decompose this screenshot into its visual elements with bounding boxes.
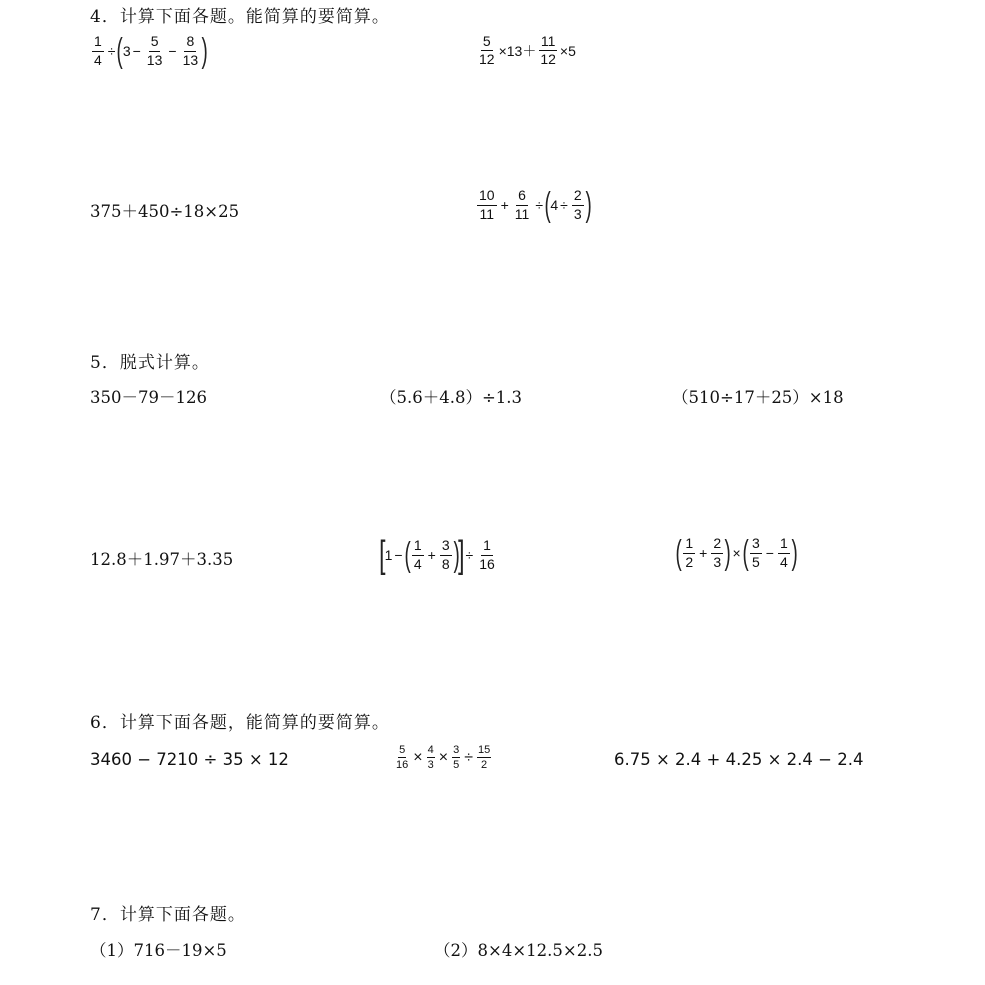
section-4-expr-c: 375＋450÷18×25 xyxy=(90,202,240,221)
section-4-expr-a: $\frac{1}{4}$ ÷ ( 3 − $\frac{5}{13}$ − $\frac{8}{13}$ ) xyxy=(94,32,208,70)
section-5-expr-b: （5.6＋4.8）÷1.3 xyxy=(380,388,523,407)
fraction: $\frac{1}{4}$ xyxy=(413,537,422,572)
right-paren: ) xyxy=(201,32,208,70)
fraction: $\frac{3}{8}$ xyxy=(441,537,450,572)
fraction: $\frac{5}{13}$ xyxy=(146,33,163,68)
section-7-expr-b: （2）8×4×12.5×2.5 xyxy=(434,941,603,960)
fraction: $\frac{3}{5}$ xyxy=(751,535,760,570)
section-6-expr-b: $\frac{5}{16}$ × $\frac{4}{3}$ × $\frac{3}{5}$ ÷ $\frac{15}{2}$ xyxy=(396,744,491,772)
section-6-expr-a: 3460 − 7210 ÷ 35 × 12 xyxy=(90,750,289,769)
section-7-heading: 7．计算下面各题。 xyxy=(90,905,246,925)
section-5-expr-c: （510÷17＋25）×18 xyxy=(672,388,844,407)
left-paren: ( xyxy=(675,534,682,572)
left-paren: ( xyxy=(742,534,749,572)
fraction: $\frac{3}{5}$ xyxy=(453,744,460,772)
fraction: $\frac{5}{16}$ xyxy=(396,744,409,772)
fraction: $\frac{5}{12}$ xyxy=(479,33,495,68)
fraction: $\frac{2}{3}$ xyxy=(713,535,722,570)
right-paren: ) xyxy=(453,536,460,574)
right-bracket: ] xyxy=(458,534,465,576)
left-bracket: [ xyxy=(379,534,386,576)
section-5-expr-d: 12.8＋1.97＋3.35 xyxy=(90,550,234,569)
fraction: $\frac{8}{13}$ xyxy=(182,33,199,68)
left-paren: ( xyxy=(544,186,551,224)
fraction: $\frac{1}{4}$ xyxy=(94,33,102,68)
fraction: $\frac{4}{3}$ xyxy=(427,744,434,772)
section-5-expr-f: ( $\frac{1}{2}$ + $\frac{2}{3}$ ) × ( $\frac{3}{5}$ − $\frac{1}{4}$ ) xyxy=(675,534,798,572)
section-5-heading: 5．脱式计算。 xyxy=(90,353,210,373)
right-paren: ) xyxy=(585,186,592,224)
section-4-heading: 4．计算下面各题。能简算的要简算。 xyxy=(90,7,390,27)
fraction: $\frac{1}{4}$ xyxy=(779,535,788,570)
fraction: $\frac{15}{2}$ xyxy=(477,744,491,772)
section-6-expr-c: 6.75 × 2.4 + 4.25 × 2.4 − 2.4 xyxy=(614,750,864,769)
fraction: $\frac{6}{11}$ xyxy=(514,187,530,222)
left-paren: ( xyxy=(404,536,411,574)
left-paren: ( xyxy=(117,32,124,70)
right-paren: ) xyxy=(791,534,798,572)
section-5-expr-e: [ 1 − ( $\frac{1}{4}$ + $\frac{3}{8}$ ) ] ÷ $\frac{1}{16}$ xyxy=(379,534,495,576)
section-4-expr-b: $\frac{5}{12}$ ×13＋ $\frac{11}{12}$ ×5 xyxy=(479,33,576,68)
section-5-expr-a: 350－79－126 xyxy=(90,388,207,407)
fraction: $\frac{2}{3}$ xyxy=(573,187,582,222)
section-6-heading: 6．计算下面各题，能简算的要简算。 xyxy=(90,713,390,733)
section-7-expr-a: （1）716－19×5 xyxy=(90,941,227,960)
fraction: $\frac{11}{12}$ xyxy=(540,33,556,68)
right-paren: ) xyxy=(724,534,731,572)
section-4-expr-d: $\frac{10}{11}$ + $\frac{6}{11}$ ÷ ( 4 ÷ $\frac{2}{3}$ ) xyxy=(479,186,592,224)
fraction: $\frac{10}{11}$ xyxy=(479,187,495,222)
fraction: $\frac{1}{2}$ xyxy=(685,535,694,570)
fraction: $\frac{1}{16}$ xyxy=(479,537,495,572)
